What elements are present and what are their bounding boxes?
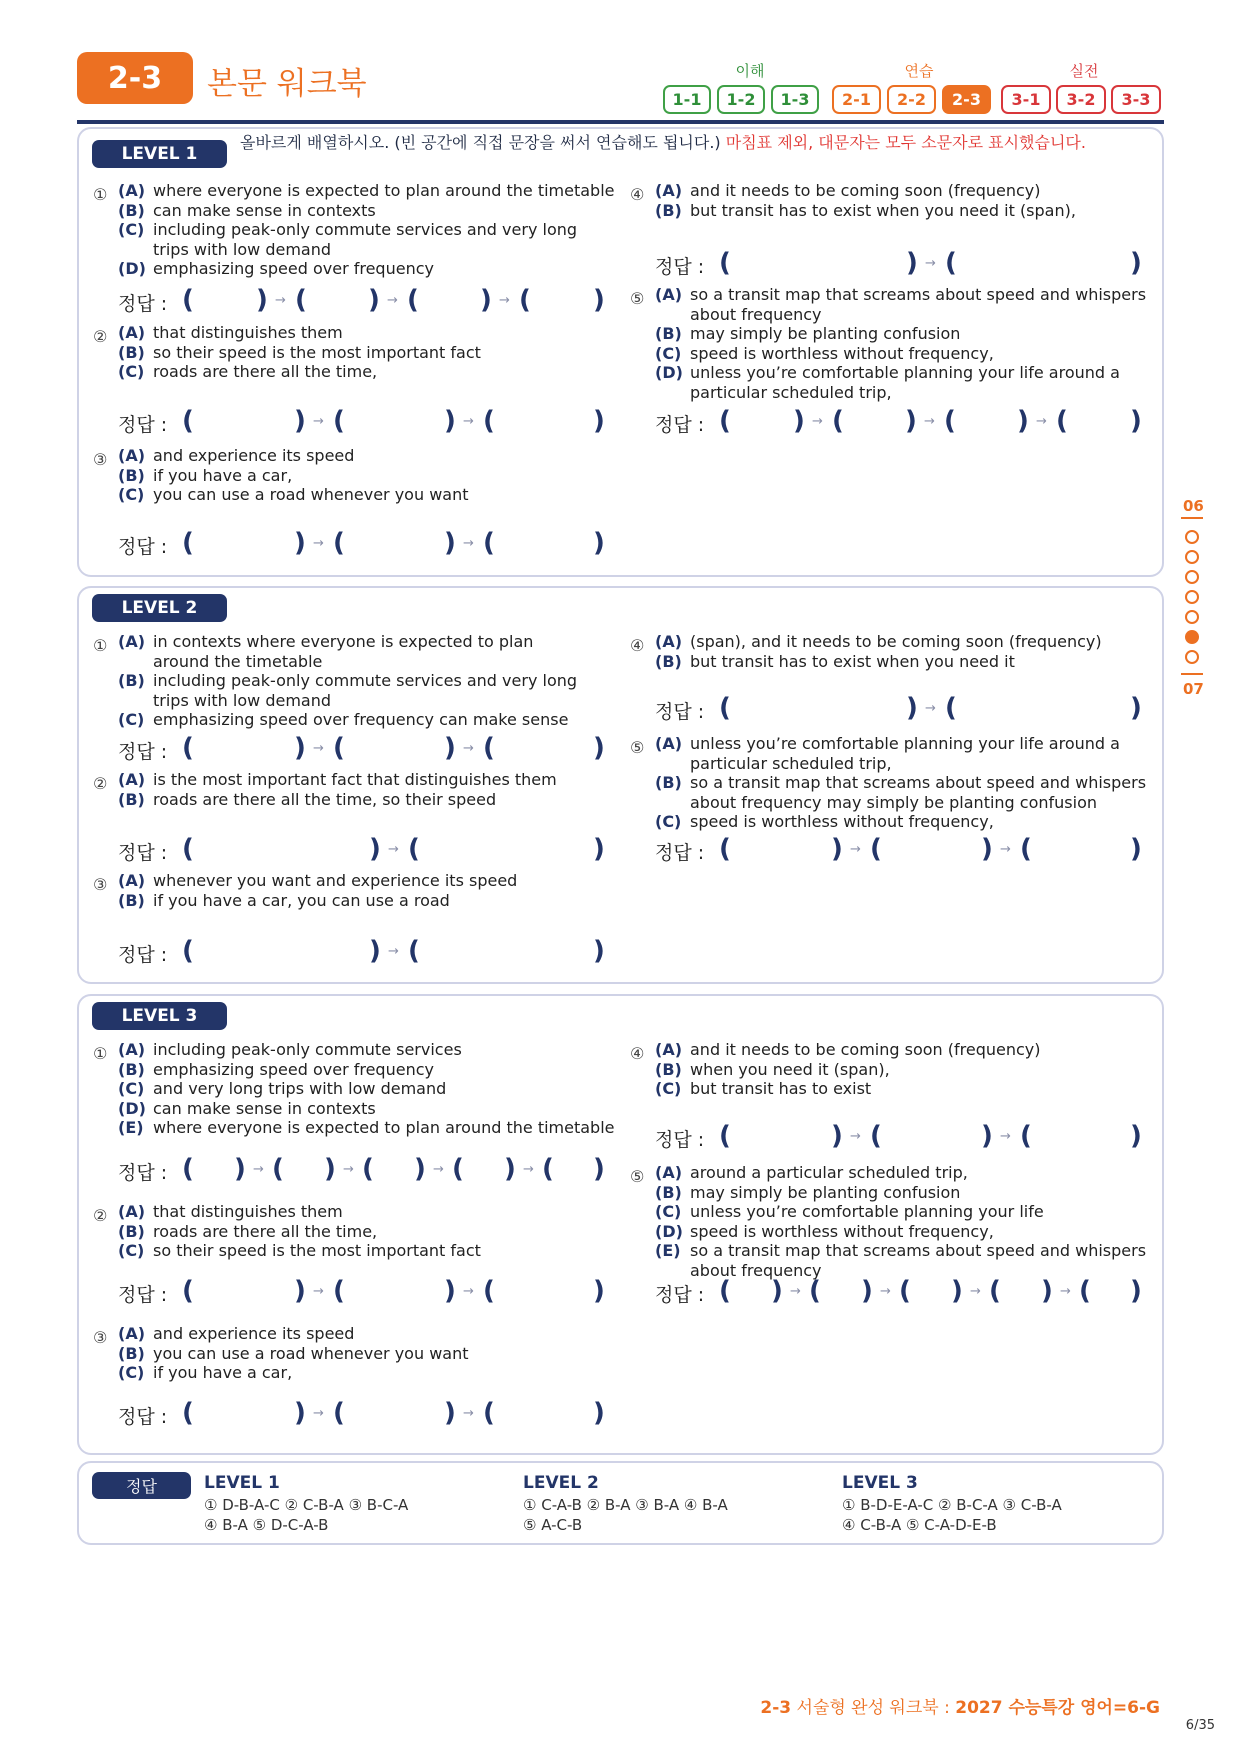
option: (C) emphasizing speed over frequency can make sense bbox=[118, 710, 569, 729]
question-options bbox=[118, 1324, 618, 1383]
instruction-main: 올바르게 배열하시오. (빈 공간에 직접 문장을 써서 연습해도 됩니다.) bbox=[240, 133, 721, 152]
option: (B) roads are there all the time, bbox=[118, 1221, 378, 1241]
lesson-badge: 2-3 bbox=[77, 52, 193, 104]
progress-dot bbox=[1185, 610, 1199, 624]
option: (C) unless you’re comfortable planning your life bbox=[655, 1202, 1044, 1221]
option: (C) roads are there all the time, bbox=[118, 362, 378, 381]
answer-key-badge: 정답 bbox=[92, 1472, 191, 1499]
option: (C) speed is worthless without frequency, bbox=[655, 812, 994, 831]
question-number: ② bbox=[93, 327, 108, 346]
option: (E) so a transit map that screams about speed and whispers about frequency bbox=[655, 1241, 1147, 1280]
option: (D) unless you’re comfortable planning your life around a particular scheduled trip, bbox=[655, 363, 1120, 402]
level-1-badge: LEVEL 1 bbox=[92, 140, 227, 168]
question-options bbox=[118, 446, 618, 505]
question-options bbox=[118, 1202, 618, 1261]
question-options bbox=[655, 1163, 1155, 1280]
option: (C) so their speed is the most important fact bbox=[118, 1241, 481, 1260]
option: (A) and experience its speed bbox=[118, 1324, 355, 1343]
question-number: ① bbox=[93, 636, 108, 655]
question-number: ① bbox=[93, 1044, 108, 1063]
stage-1-3[interactable]: 1-3 bbox=[771, 85, 819, 114]
answer-line[interactable]: 정답 : ( ) → ( ) bbox=[118, 834, 605, 864]
question-number: ③ bbox=[93, 1328, 108, 1347]
option: (B) may simply be planting confusion bbox=[655, 324, 961, 343]
answer-key-level-1: LEVEL 1 ① D-B-A-C ② C-B-A ③ B-C-A ④ B-A ⑤ D-C-A-B bbox=[204, 1473, 409, 1534]
option: (B) including peak-only commute services and very long trips with low demand bbox=[118, 671, 578, 710]
question-options bbox=[118, 323, 618, 382]
option: (A) where everyone is expected to plan around the timetable bbox=[118, 181, 615, 200]
group-label-practice: 연습 bbox=[904, 62, 934, 80]
question-number: ③ bbox=[93, 875, 108, 894]
answer-line[interactable]: 정답 : ( ) → ( ) → ( ) → ( ) bbox=[655, 406, 1142, 436]
header-divider bbox=[77, 120, 1164, 124]
option: (B) you can use a road whenever you want bbox=[118, 1343, 469, 1363]
answer-line[interactable]: 정답 : ( ) → ( ) → ( ) → ( ) → ( ) bbox=[655, 1276, 1142, 1306]
question-options bbox=[655, 1040, 1155, 1099]
question-number: ⑤ bbox=[630, 738, 645, 757]
side-tab-bottom-number: 07 bbox=[1183, 680, 1204, 698]
question-options bbox=[655, 181, 1155, 220]
question-options bbox=[118, 632, 618, 730]
stage-3-2[interactable]: 3-2 bbox=[1056, 85, 1106, 114]
question-number: ② bbox=[93, 774, 108, 793]
question-options bbox=[118, 770, 618, 809]
answer-key-level-3: LEVEL 3 ① B-D-E-A-C ② B-C-A ③ C-B-A ④ C-B-A ⑤ C-A-D-E-B bbox=[842, 1473, 1062, 1534]
option: (B) when you need it (span), bbox=[655, 1059, 890, 1079]
answer-line[interactable]: 정답 : ( ) → ( ) bbox=[118, 936, 605, 966]
option: (B) so their speed is the most important fact bbox=[118, 342, 481, 362]
answer-line[interactable]: 정답 : ( ) → ( ) → ( ) bbox=[118, 406, 605, 436]
question-number: ③ bbox=[93, 450, 108, 469]
level-2-badge: LEVEL 2 bbox=[92, 594, 227, 622]
option: (B) can make sense in contexts bbox=[118, 200, 376, 220]
option: (B) but transit has to exist when you need it bbox=[655, 651, 1015, 671]
option: (B) roads are there all the time, so their speed bbox=[118, 789, 497, 809]
question-number: ⑤ bbox=[630, 289, 645, 308]
answer-line[interactable]: 정답 : ( ) → ( ) → ( ) bbox=[655, 834, 1142, 864]
option: (D) emphasizing speed over frequency bbox=[118, 259, 434, 278]
stage-2-3[interactable]: 2-3 bbox=[942, 85, 991, 114]
progress-dot-current bbox=[1185, 630, 1199, 644]
answer-line[interactable]: 정답 : ( ) → ( ) → ( ) bbox=[118, 528, 605, 558]
answer-line[interactable]: 정답 : ( ) → ( ) → ( ) bbox=[118, 1398, 605, 1428]
option: (C) but transit has to exist bbox=[655, 1079, 872, 1098]
question-options bbox=[655, 285, 1155, 402]
option: (C) including peak-only commute services and very long trips with low demand bbox=[118, 220, 578, 259]
progress-dot bbox=[1185, 550, 1199, 564]
question-options bbox=[655, 734, 1155, 832]
option: (A) and it needs to be coming soon (frequency) bbox=[655, 1040, 1041, 1059]
side-tab-rule bbox=[1181, 673, 1203, 675]
progress-dot bbox=[1185, 570, 1199, 584]
question-options bbox=[118, 871, 618, 910]
progress-dot bbox=[1185, 590, 1199, 604]
option: (A) that distinguishes them bbox=[118, 323, 343, 342]
answer-line[interactable]: 정답 : ( ) → ( ) → ( ) → ( ) → ( ) bbox=[118, 1154, 605, 1184]
option: (B) if you have a car, you can use a road bbox=[118, 890, 450, 910]
question-number: ④ bbox=[630, 1044, 645, 1063]
stage-2-2[interactable]: 2-2 bbox=[887, 85, 936, 114]
answer-line[interactable]: 정답 : ( ) → ( ) → ( ) bbox=[118, 1276, 605, 1306]
option: (B) may simply be planting confusion bbox=[655, 1182, 961, 1202]
footer: 2-3 서술형 완성 워크북 : 2027 수능특강 영어=6-G bbox=[760, 1698, 1160, 1718]
question-options bbox=[118, 181, 618, 279]
option: (C) speed is worthless without frequency, bbox=[655, 343, 994, 363]
question-number: ① bbox=[93, 185, 108, 204]
question-number: ② bbox=[93, 1206, 108, 1225]
stage-2-1[interactable]: 2-1 bbox=[832, 85, 881, 114]
stage-1-2[interactable]: 1-2 bbox=[717, 85, 765, 114]
option: (C) you can use a road whenever you want bbox=[118, 485, 469, 504]
answer-key-level-2: LEVEL 2 ① C-A-B ② B-A ③ B-A ④ B-A ⑤ A-C-B bbox=[523, 1473, 728, 1534]
option: (A) unless you’re comfortable planning your life around a particular scheduled trip, bbox=[655, 734, 1120, 773]
side-tab-top-number: 06 bbox=[1183, 497, 1204, 515]
question-number: ④ bbox=[630, 185, 645, 204]
answer-line[interactable]: 정답 : ( ) → ( ) → ( ) bbox=[118, 733, 605, 763]
answer-line[interactable]: 정답 : ( ) → ( ) bbox=[655, 248, 1142, 278]
option: (D) speed is worthless without frequency, bbox=[655, 1221, 994, 1241]
option: (A) (span), and it needs to be coming soon (frequency) bbox=[655, 632, 1102, 651]
stage-3-3[interactable]: 3-3 bbox=[1111, 85, 1161, 114]
option: (A) including peak-only commute services bbox=[118, 1040, 462, 1059]
progress-dot bbox=[1185, 650, 1199, 664]
option: (B) but transit has to exist when you need it (span), bbox=[655, 200, 1076, 220]
option: (B) if you have a car, bbox=[118, 465, 293, 485]
stage-3-1[interactable]: 3-1 bbox=[1001, 85, 1051, 114]
instruction-note: 마침표 제외, 대문자는 모두 소문자로 표시했습니다. bbox=[725, 133, 1086, 152]
option: (B) so a transit map that screams about speed and whispers about frequency may simply be planting confusion bbox=[655, 773, 1147, 812]
option: (A) whenever you want and experience its speed bbox=[118, 871, 518, 890]
side-tab-rule bbox=[1181, 517, 1203, 519]
option: (A) around a particular scheduled trip, bbox=[655, 1163, 968, 1182]
answer-line[interactable]: 정답 : ( ) → ( ) → ( ) bbox=[655, 1121, 1142, 1151]
option: (A) and experience its speed bbox=[118, 446, 355, 465]
group-label-real: 실전 bbox=[1069, 62, 1099, 80]
answer-line[interactable]: 정답 : ( ) → ( ) → ( ) → ( ) bbox=[118, 285, 605, 315]
question-number: ④ bbox=[630, 636, 645, 655]
instruction bbox=[240, 133, 1140, 153]
page-number: 6/35 bbox=[1185, 1718, 1215, 1733]
level-3-badge: LEVEL 3 bbox=[92, 1002, 227, 1030]
question-options bbox=[118, 1040, 618, 1138]
stage-1-1[interactable]: 1-1 bbox=[663, 85, 711, 114]
option: (A) in contexts where everyone is expected to plan around the timetable bbox=[118, 632, 534, 671]
option: (A) and it needs to be coming soon (frequency) bbox=[655, 181, 1041, 200]
page-title: 본문 워크북 bbox=[207, 66, 367, 102]
option: (C) if you have a car, bbox=[118, 1363, 293, 1382]
option: (C) and very long trips with low demand bbox=[118, 1079, 447, 1098]
option: (A) that distinguishes them bbox=[118, 1202, 343, 1221]
answer-line[interactable]: 정답 : ( ) → ( ) bbox=[655, 693, 1142, 723]
option: (E) where everyone is expected to plan around the timetable bbox=[118, 1118, 615, 1137]
option: (D) can make sense in contexts bbox=[118, 1098, 376, 1118]
progress-dot bbox=[1185, 530, 1199, 544]
option: (A) so a transit map that screams about speed and whispers about frequency bbox=[655, 285, 1147, 324]
group-label-understand: 이해 bbox=[735, 62, 765, 80]
option: (A) is the most important fact that distinguishes them bbox=[118, 770, 557, 789]
question-options bbox=[655, 632, 1155, 671]
question-number: ⑤ bbox=[630, 1167, 645, 1186]
option: (B) emphasizing speed over frequency bbox=[118, 1059, 434, 1079]
